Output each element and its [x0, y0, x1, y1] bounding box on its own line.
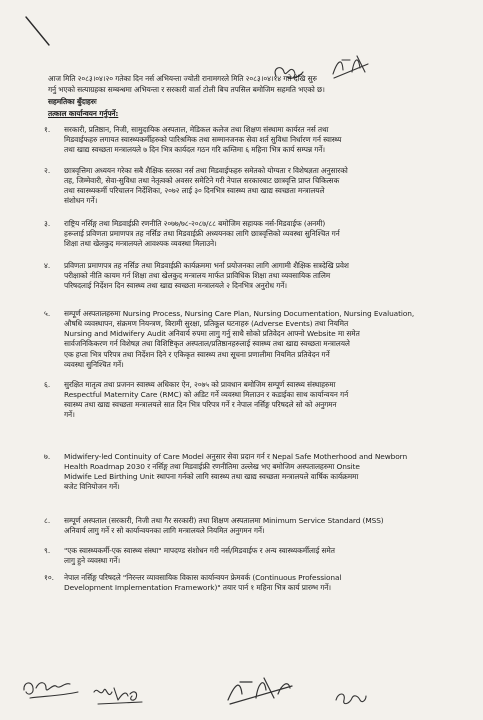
point-text-line: तथा खाद्य स्वच्छता मन्त्रालयले ७ दिन भित्र कार्यदल गठन गरि कम्तिमा ६ महिना भित्र कार्य सम्पन्न गर्ने। [64, 145, 325, 155]
intro-line: आज मिति २०८३।०४।२० गतेका दिन नर्स अभियन्ता ज्योती रानामगरले मिति २०८३।०४।१४ गते देखि सुरु [48, 74, 317, 83]
point-text-line: Midwife Led Birthing Unit स्थापना गर्नको लागि स्वास्थ्य तथा खाद्य स्वच्छता मन्त्रालयले वार्षिक कार्यक्रममा [64, 472, 359, 482]
point-text-line: "एक स्वास्थ्यकर्मी-एक स्वास्थ्य संस्था" मापदण्ड संशोधन गरी नर्स/मिडवाईफ र अन्य स्वास्थ्यकर्मीलाई समेत [64, 546, 335, 555]
point-number: ५. [44, 309, 51, 318]
point-text-line: व्यवस्था सुनिश्चित गर्ने। [64, 359, 124, 369]
point-text-line: Development Implementation Framework)" तयार पार्न १ महिना भित्र कार्य प्रारम्भ गर्ने। [64, 583, 331, 593]
point-text-line: लागु हुने व्यवस्था गर्ने। [64, 556, 121, 566]
point-text-line: सरकारी, प्रतिष्ठान, निजी, सामुदायिक अस्पताल, मेडिकल कलेज तथा शिक्षण संस्थामा कार्यरत नर्स तथा [64, 125, 329, 134]
point-text-line: छात्रवृत्तिमा अध्ययन गरेका सबै शैक्षिक स्तरका नर्स तथा मिडवाईफहरु समेतको योग्यता र विशेषज्ञता अनुसारको [64, 166, 348, 175]
point-text-line: गर्ने। [64, 410, 75, 420]
point-text-line: सुरक्षित मातृत्व तथा प्रजनन स्वास्थ्य अधिकार ऐन, २०७५ को प्रावधान बमोजिम सम्पूर्ण स्वास्थ्य संस्थाहरुमा [64, 380, 336, 389]
point-number: २. [44, 166, 51, 175]
point-text-line: सार्वजनिकिकरण गर्न विशेषज्ञ तथा विशिष्टिकृत अस्पताल/प्रतिष्ठानहरुलाई स्वास्थ्य तथा खाद्य स्वच्छता मन्त्रालयले [64, 339, 350, 349]
point-number: ६. [44, 380, 51, 389]
point-text-line: एक हप्ता भित्र परिपत्र तथा निर्देशन दिने र एकिकृत स्वास्थ्य तथा सूचना प्रणालीमा नियमित प्रतिवेदन गर्ने [64, 349, 330, 359]
point-number: १०. [44, 573, 55, 582]
point-text-line: सम्पूर्ण अस्पताल (सरकारी, निजी तथा गैर सरकारी) तथा शिक्षण अस्पतालमा Minimum Service Standard (MSS) [64, 516, 384, 525]
point-text-line: सम्पूर्ण अस्पतालहरुमा Nursing Process, Nursing Care Plan, Nursing Documentation, Nursing Evaluation, [64, 309, 415, 318]
handwritten-signature-bottom-2 [90, 682, 146, 708]
point-text-line: परिषदलाई निर्देशन दिन स्वास्थ्य तथा खाद्य स्वच्छता मन्त्रालयले २ दिनभित्र अनुरोध गर्ने। [64, 281, 287, 291]
point-number: ४. [44, 261, 51, 270]
point-text-line: अनिवार्य लागु गर्ने र सो कार्यान्वयनका लागि मन्त्रालयले नियमित अनुगमन गर्ने। [64, 526, 265, 536]
immediate-heading: तत्काल कार्यान्वयन गर्नुपर्ने: [48, 109, 119, 118]
point-text-line: परीक्षाको नीति कायम गर्न शिक्षा तथा खेलकुद मन्त्रालय मार्फत प्राविधिक शिक्षा तथा व्यवसायिक तालिम [64, 271, 331, 281]
point-number: ३. [44, 219, 51, 228]
point-number: १. [44, 125, 51, 134]
point-number: ७. [44, 452, 51, 461]
point-text-line: राष्ट्रिय नर्सिङ्ग तथा मिडवाईफ्री रणनीति २०७७/७८-२०८७/८८ बमोजिम सहायक नर्स-मिडवाईफ (अनमी) [64, 219, 326, 228]
handwritten-signature-bottom-3 [222, 670, 298, 708]
point-text-line: संशोधन गर्ने। [64, 196, 98, 206]
point-text-line: तह, जिम्मेवारी, सेवा-सुविधा तथा नेतृत्वको अवसर समेटिने गरी नेपाल सरकारबाट छात्रवृत्ति प्राप्त चिकित्सक [64, 176, 340, 186]
handwritten-signature-bottom-4 [332, 688, 368, 708]
point-text-line: स्वास्थ्य तथा खाद्य स्वच्छता मन्त्रालयले सात दिन भित्र परिपत्र गर्ने र नेपाल नर्सिङ्ग परिषदले सो को अनुगमन [64, 400, 337, 410]
point-text-line: Midwifery-led Continuity of Care Model अनुसार सेवा प्रदान गर्न र Nepal Safe Motherhood and Newborn [64, 452, 408, 461]
point-text-line: हरूलाई प्रविणता प्रमाणपत्र तह नर्सिङ तथा मिडवाईफ्री अध्ययनका लागि छात्रवृत्तिको व्यवस्था सुनिश्चित गर्न [64, 229, 340, 239]
point-text-line: नेपाल नर्सिङ्ग परिषदले "निरन्तर व्यावसायिक विकास कार्यान्वयन फ्रेमवर्क (Continuous Professional [64, 573, 342, 582]
handwritten-signature-top-right [328, 50, 372, 82]
point-text-line: शिक्षा तथा खेलकुद मन्त्रालयले आवश्यक व्यवस्था मिलाउने। [64, 239, 217, 249]
point-text-line: Health Roadmap 2030 र नर्सिङ्ग तथा मिडवाईफ्री रणनीतिमा उल्लेख भए बमोजिम अस्पतालहरुमा Onsite [64, 462, 360, 472]
intro-line: गर्नु भएको सत्याग्रहका सम्बन्धमा अभियन्ता र सरकारी वार्ता टोली बिच तपसिल बमोजिम सहमति भएको छ। [48, 85, 325, 94]
corner-pen-mark [22, 14, 52, 48]
point-text-line: Nursing and Midwifery Audit अनिवार्य रुपमा लागु गर्नु साथै सोको प्रतिवेदन आफ्नो Website मा समेत [64, 329, 360, 339]
point-text-line: Respectful Maternity Care (RMC) को अडिट गर्ने व्यवस्था मिलाउन र कडाईका साथ कार्यान्वयन गर्न [64, 390, 349, 400]
point-text-line: बजेट विनियोजन गर्ने। [64, 482, 120, 492]
handwritten-signature-bottom-1 [20, 674, 82, 704]
point-text-line: प्रविणता प्रमाणपत्र तह नर्सिङ तथा मिडवाईफ्री कार्यक्रममा भर्ना प्रयोजनका लागि आगामी शैक्षिक सत्रदेखि प्रवेश [64, 261, 349, 270]
point-number: ९. [44, 546, 51, 555]
point-text-line: औषधि व्यवस्थापन, संक्रमण नियन्त्रण, बिरामी सुरक्षा, प्रतिकूल घटनाहरु (Adverse Events) तथा नियमित [64, 319, 349, 329]
point-number: ८. [44, 516, 51, 525]
agreement-heading: सहमतिका बुँदाहरुः [48, 97, 97, 106]
point-text-line: तथा स्वास्थ्यकर्मी परिचालन निर्देशिका, २०७२ लाई ३० दिनभित्र स्वास्थ्य तथा खाद्य स्वच्छता मन्त्रालयले [64, 186, 325, 196]
point-text-line: मिडवाईफहरु लगायत स्वास्थ्यकर्मीहरुको पारिश्रमिक तथा सम्मानजनक सेवा शर्त सुविधा निर्धारण गर्न स्वास्थ्य [64, 135, 342, 145]
